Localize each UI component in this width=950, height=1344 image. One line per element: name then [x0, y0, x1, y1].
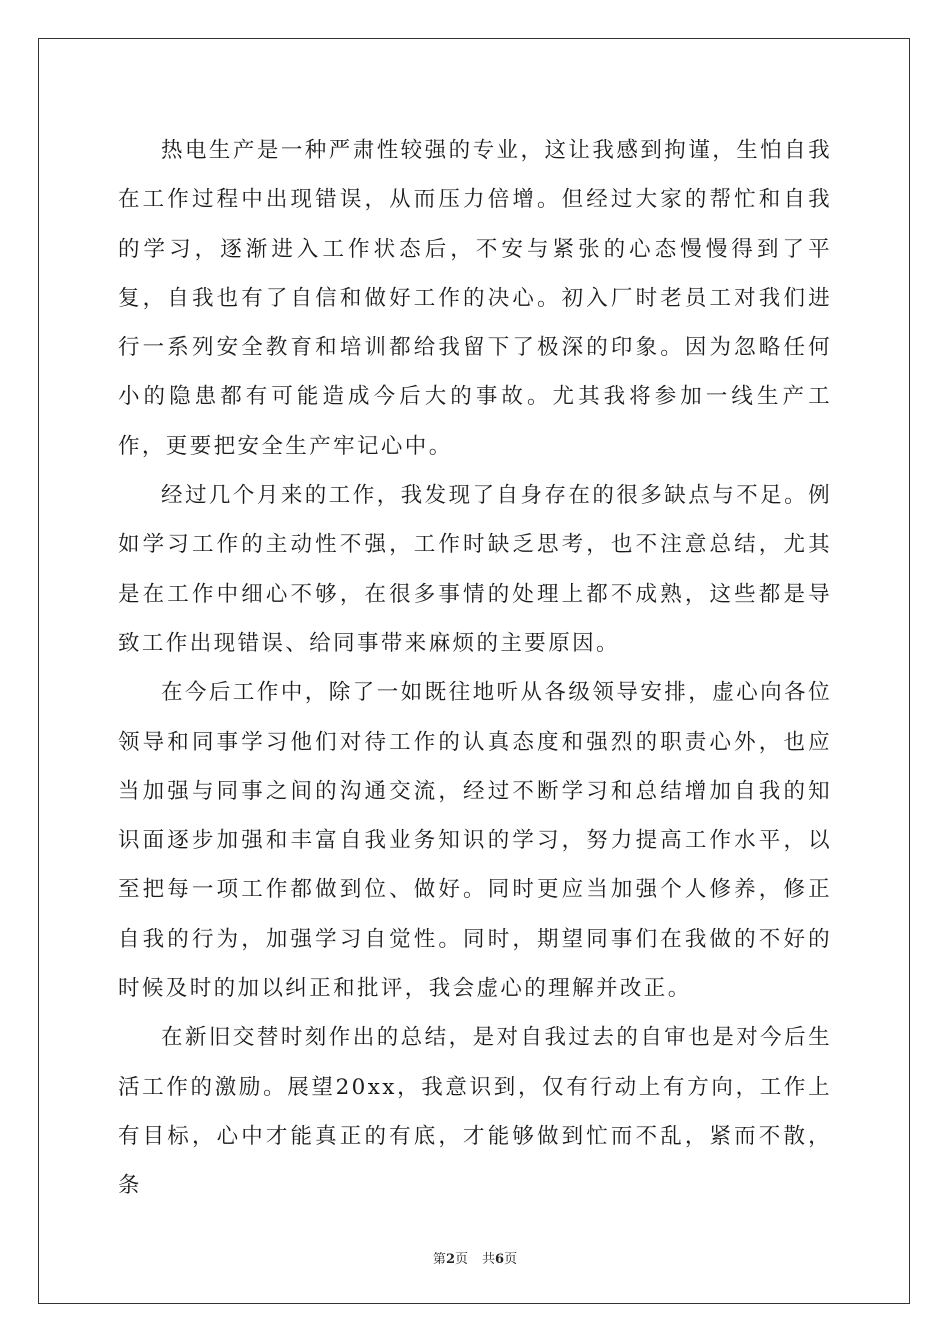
- paragraph: 在新旧交替时刻作出的总结，是对自我过去的自审也是对今后生活工作的激励。展望20xx，我意识到，仅有行动上有方向，工作上有目标，心中才能真正的有底，才能够做到忙而不乱，紧而不散，条: [118, 1025, 832, 1199]
- paragraph: 在今后工作中，除了一如既往地听从各级领导安排，虚心向各位领导和同事学习他们对待工作的认真态度和强烈的职责心外，也应当加强与同事之间的沟通交流，经过不断学习和总结增加自我的知识面逐步加强和丰富自我业务知识的学习，努力提高工作水平，以至把每一项工作都做到位、做好。同时更应当加强个人修养，修正自我的行为，加强学习自觉性。同时，期望同事们在我做的不好的时候及时的加以纠正和批评，我会虚心的理解并改正。: [118, 680, 832, 1002]
- paragraph: 经过几个月来的工作，我发现了自身存在的很多缺点与不足。例如学习工作的主动性不强，工作时缺乏思考，也不注意总结，尤其是在工作中细心不够，在很多事情的处理上都不成熟，这些都是导致工作出现错误、给同事带来麻烦的主要原因。: [118, 483, 832, 656]
- page-current: 2: [445, 1252, 455, 1267]
- total-prefix: 共: [482, 1252, 496, 1267]
- page-prefix: 第: [432, 1252, 446, 1267]
- page-footer: [0, 1248, 950, 1267]
- page-unit: 页: [454, 1252, 468, 1267]
- total-unit: 页: [504, 1252, 518, 1267]
- page-number: [433, 1252, 468, 1267]
- document-body: [118, 126, 832, 1211]
- page-total: [482, 1252, 517, 1267]
- total-count: 6: [495, 1252, 505, 1267]
- paragraph: 热电生产是一种严肃性较强的专业，这让我感到拘谨，生怕自我在工作过程中出现错误，从而压力倍增。但经过大家的帮忙和自我的学习，逐渐进入工作状态后，不安与紧张的心态慢慢得到了平复，自我也有了自信和做好工作的决心。初入厂时老员工对我们进行一系列安全教育和培训都给我留下了极深的印象。因为忽略任何小的隐患都有可能造成今后大的事故。尤其我将参加一线生产工作，更要把安全生产牢记心中。: [118, 138, 832, 459]
